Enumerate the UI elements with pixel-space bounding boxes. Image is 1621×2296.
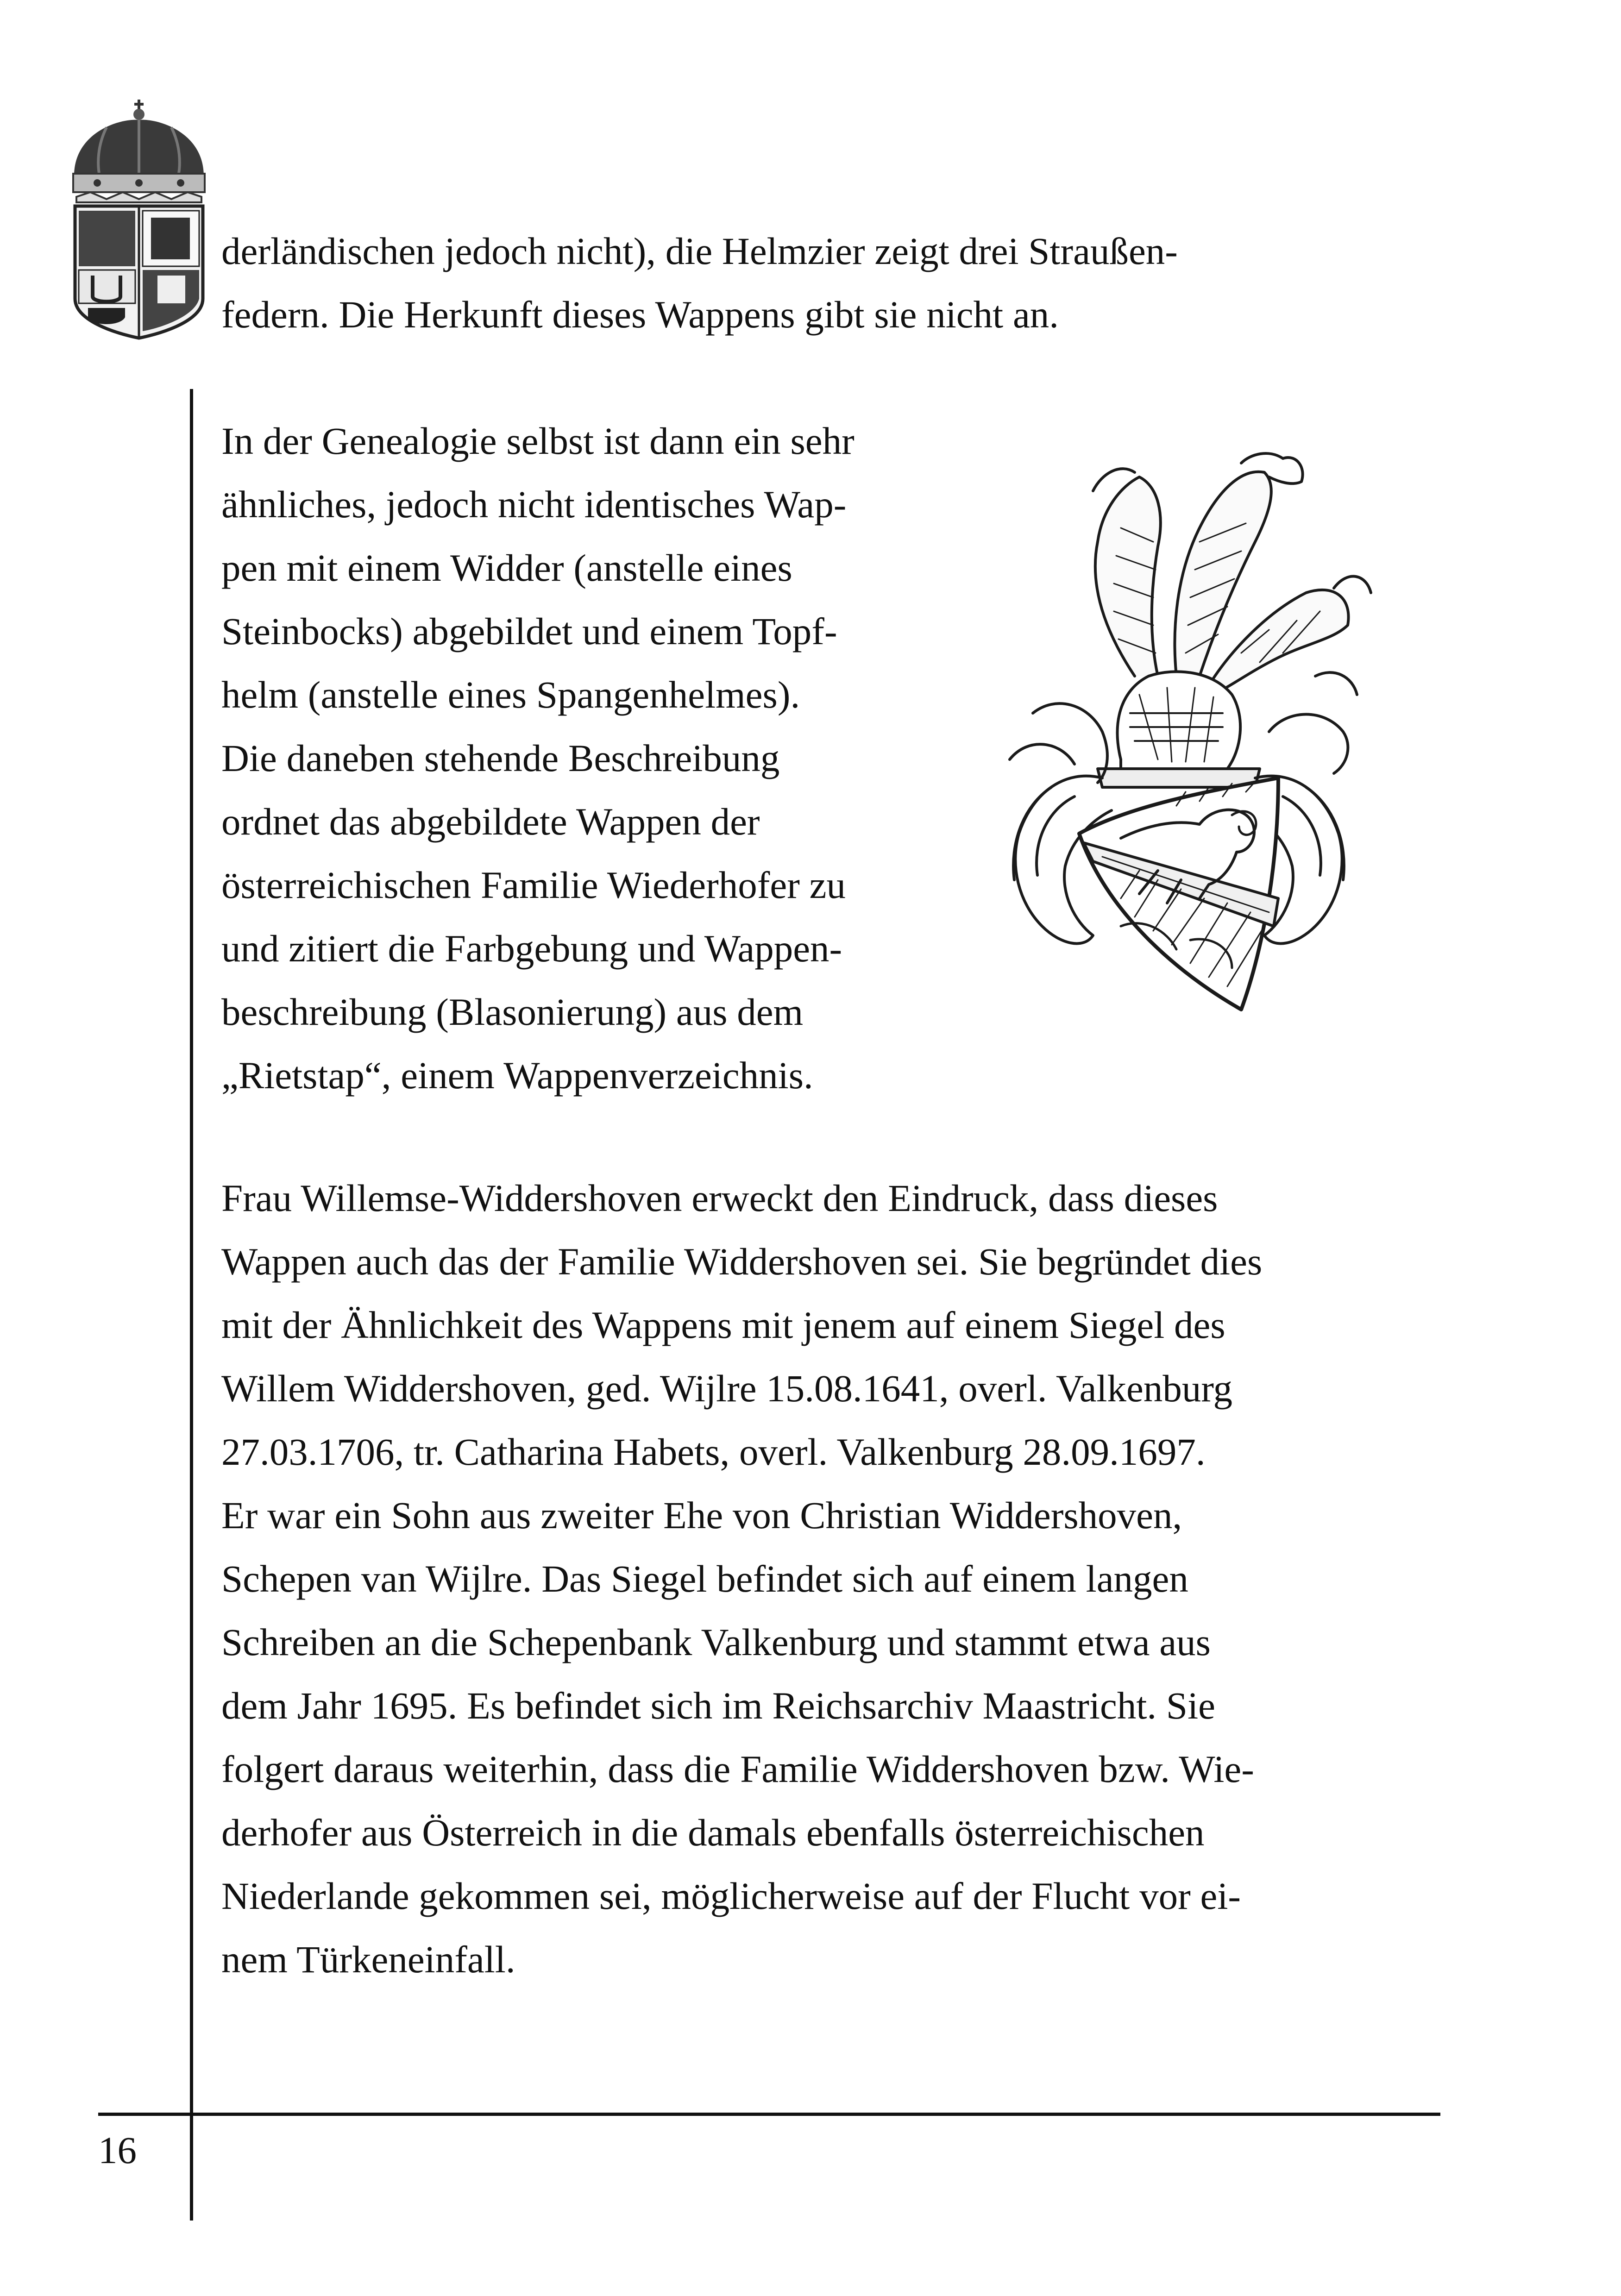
text-line: 27.03.1706, tr. Catharina Habets, overl. Valkenburg 28.09.1697.: [221, 1430, 1206, 1473]
coat-of-arms-illustration: [982, 435, 1380, 1019]
crowned-coat-of-arms-icon: [65, 100, 213, 340]
widdershoven-paragraph: [221, 1167, 1262, 1991]
text-line: pen mit einem Widder (anstelle eines: [221, 546, 792, 589]
text-line: Schepen van Wijlre. Das Siegel befindet sich auf einem langen: [221, 1557, 1188, 1600]
text-line: dem Jahr 1695. Es befindet sich im Reichsarchiv Maastricht. Sie: [221, 1684, 1215, 1727]
text-line: und zitiert die Farbgebung und Wappen-: [221, 927, 842, 970]
footer-horizontal-rule: [98, 2113, 1440, 2116]
text-line: Wappen auch das der Familie Widdershoven sei. Sie begründet dies: [221, 1240, 1263, 1283]
genealogy-paragraph: [221, 409, 854, 1107]
text-line: Schreiben an die Schepenbank Valkenburg und stammt etwa aus: [221, 1621, 1211, 1663]
text-line: Die daneben stehende Beschreibung: [221, 737, 780, 779]
margin-vertical-rule: [190, 389, 193, 2221]
text-line: ähnliches, jedoch nicht identisches Wap-: [221, 483, 847, 526]
text-line: folgert daraus weiterhin, dass die Familie Widdershoven bzw. Wie-: [221, 1748, 1254, 1790]
text-line: österreichischen Familie Wiederhofer zu: [221, 864, 846, 906]
intro-paragraph: [221, 220, 1178, 346]
text-line: Niederlande gekommen sei, möglicherweise auf der Flucht vor ei-: [221, 1875, 1241, 1917]
text-line: beschreibung (Blasonierung) aus dem: [221, 991, 804, 1033]
text-line: derländischen jedoch nicht), die Helmzier zeigt drei Straußen-: [221, 230, 1178, 272]
text-line: mit der Ähnlichkeit des Wappens mit jenem auf einem Siegel des: [221, 1304, 1225, 1346]
page-number: 16: [98, 2129, 137, 2171]
text-line: In der Genealogie selbst ist dann ein sehr: [221, 420, 854, 462]
text-line: Steinbocks) abgebildet und einem Topf-: [221, 610, 837, 652]
text-line: „Rietstap“, einem Wappenverzeichnis.: [221, 1054, 813, 1097]
text-line: federn. Die Herkunft dieses Wappens gibt sie nicht an.: [221, 293, 1059, 336]
text-line: Willem Widdershoven, ged. Wijlre 15.08.1641, overl. Valkenburg: [221, 1367, 1232, 1410]
text-line: Frau Willemse-Widdershoven erweckt den Eindruck, dass dieses: [221, 1177, 1218, 1219]
text-line: nem Türkeneinfall.: [221, 1938, 515, 1981]
text-line: derhofer aus Österreich in die damals ebenfalls österreichischen: [221, 1811, 1205, 1854]
text-line: helm (anstelle eines Spangenhelmes).: [221, 673, 800, 716]
text-line: ordnet das abgebildete Wappen der: [221, 800, 760, 843]
text-line: Er war ein Sohn aus zweiter Ehe von Christian Widdershoven,: [221, 1494, 1182, 1537]
